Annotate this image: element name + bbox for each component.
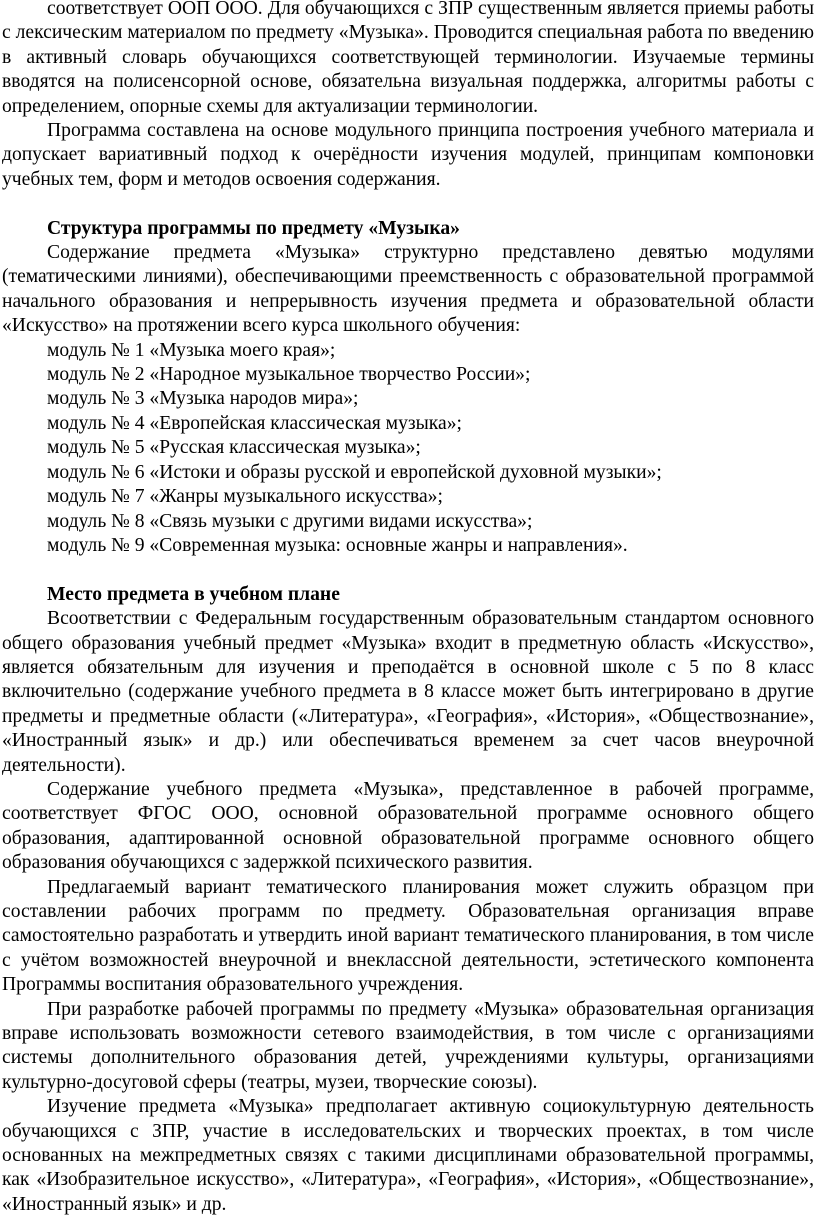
section-spacer: [2, 192, 814, 216]
module-item-1: модуль № 1 «Музыка моего края»;: [47, 339, 336, 361]
place-paragraph-2: Содержание учебного предмета «Музыка», представленное в рабочей программе, соответствует ФГОС ООО, основной образовательной программе основного общего образования, адаптированной основной образовательной программе основного общего образования обучающихся с задержкой психического развития.: [2, 778, 814, 874]
module-item-9: модуль № 9 «Современная музыка: основные жанры и направления».: [47, 534, 628, 556]
module-item-2: модуль № 2 «Народное музыкальное творчество России»;: [47, 364, 531, 386]
module-item-7: модуль № 7 «Жанры музыкального искусства»;: [47, 486, 443, 508]
module-item-3: модуль № 3 «Музыка народов мира»;: [47, 388, 359, 410]
module-item-6: модуль № 6 «Истоки и образы русской и европейской духовной музыки»;: [47, 461, 662, 483]
place-paragraph-1: Всоответствии с Федеральным государственным образовательным стандартом основного общего образования учебный предмет «Музыка» входит в предметную область «Искусство», является обязательным для изучения и преподаётся в основной школе с 5 по 8 класс включительно (содержание учебного предмета в 8 классе может быть интегрировано в другие предметы и предметные области («Литература», «География», «История», «Обществознание», «Иностранный язык» и др.) или обеспечиваться временем за счет часов внеурочной деятельности).: [2, 608, 814, 776]
intro-paragraph-1: соответствует ООП ООО. Для обучающихся с ЗПР существенным является приемы работы с лексическим материалом по предмету «Музыка». Проводится специальная работа по введению в активный словарь обучающихся соответствующей терминологии. Изучаемые термины вводятся на полисенсорной основе, обязательна визуальная поддержка, алгоритмы работы с определением, опорные схемы для актуализации терминологии.: [2, 0, 814, 117]
structure-paragraph: Содержание предмета «Музыка» структурно представлено девятью модулями (тематическими линиями), обеспечивающими преемственность с образовательной программой начального образования и непрерывность изучения предмета и образовательной области «Искусство» на протяжении всего курса школьного обучения:: [2, 242, 814, 337]
module-item-4: модуль № 4 «Европейская классическая музыка»;: [47, 412, 462, 434]
place-heading: Место предмета в учебном плане: [47, 583, 340, 605]
section-spacer: [2, 558, 814, 582]
place-paragraph-5: Изучение предмета «Музыка» предполагает активную социокультурную деятельность обучающихся с ЗПР, участие в исследовательских и творческих проектах, в том числе основанных на межпредметных связях с такими дисциплинами образовательной программы, как «Изобразительное искусство», «Литература», «География», «История», «Обществознание», «Иностранный язык» и др.: [2, 1096, 814, 1215]
place-paragraph-3: Предлагаемый вариант тематического планирования может служить образцом при составлении рабочих программ по предмету. Образовательная организация вправе самостоятельно разработать и утвердить иной вариант тематического планирования, в том числе с учётом возможностей внеурочной и внеклассной деятельности, эстетического компонента Программы воспитания образовательного учреждения.: [2, 876, 814, 996]
module-item-5: модуль № 5 «Русская классическая музыка»;: [47, 437, 421, 459]
module-list: [2, 339, 814, 559]
intro-paragraph-2: Программа составлена на основе модульного принципа построения учебного материала и допускает вариативный подход к очерёдности изучения модулей, принципам компоновки учебных тем, форм и методов освоения содержания.: [2, 120, 814, 190]
place-paragraph-4: При разработке рабочей программы по предмету «Музыка» образовательная организация вправе использовать возможности сетевого взаимодействия, в том числе с организациями системы дополнительного образования детей, учреждениями культуры, организациями культурно-досуговой сферы (театры, музеи, творческие союзы).: [2, 998, 814, 1093]
structure-heading: Структура программы по предмету «Музыка»: [47, 217, 460, 239]
module-item-8: модуль № 8 «Связь музыки с другими видами искусства»;: [47, 510, 533, 532]
